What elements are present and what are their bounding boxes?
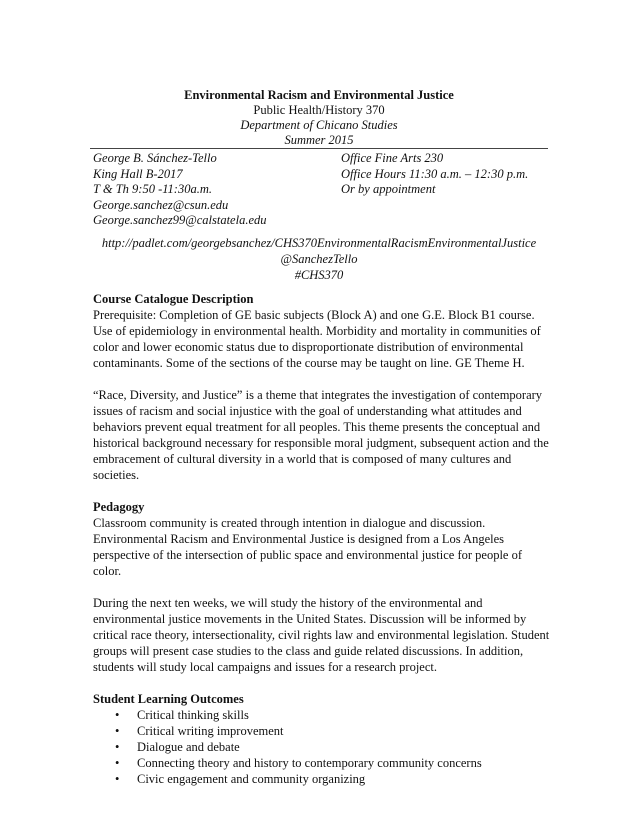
course-number: Public Health/History 370	[253, 103, 385, 117]
office-appointment: Or by appointment	[341, 182, 436, 197]
catalogue-paragraph-1: Prerequisite: Completion of GE basic subjects (Block A) and one G.E. Block B1 course. Use of epidemiology in environmental health. Morbidity and mortality in communities of color and lower economic status due to disproportionate distribution of environmental contaminants. Some of the sections of the course may be taught on line. GE Theme H.	[93, 308, 541, 370]
instructor-info	[93, 151, 267, 229]
course-term: Summer 2015	[284, 133, 354, 147]
pedagogy-heading: Pedagogy	[93, 500, 145, 514]
pedagogy-paragraph-2: During the next ten weeks, we will study the history of the environmental and environmental justice movements in the United States. Discussion will be informed by critical race theory, intersectionality, civil rights law and environmental legislation. Student groups will present case studies to the class and guide related discussions. In addition, students will study local campaigns and issues for a research project.	[93, 596, 550, 674]
header-divider	[90, 148, 548, 149]
syllabus-header	[0, 88, 638, 148]
list-item: • Critical thinking skills	[93, 707, 553, 723]
course-links	[0, 235, 638, 283]
twitter-handle: @SanchezTello	[280, 252, 358, 266]
spacer	[93, 675, 553, 691]
catalogue-paragraph-2: “Race, Diversity, and Justice” is a theme that integrates the investigation of contemporary issues of racism and social injustice with the goal of understanding what attitudes and behaviors prevent equal treatment for all peoples. This theme presents the conceptual and historical background necessary for responsible moral judgment, subsequent action and the embracement of cultural diversity in a world that is composed of many cultures and societies.	[93, 388, 549, 482]
office-info	[341, 151, 528, 198]
padlet-link: http://padlet.com/georgebsanchez/CHS370EnvironmentalRacismEnvironmentalJustice	[101, 236, 537, 250]
instructor-email-secondary: George.sanchez99@calstatela.edu	[93, 213, 267, 228]
office-hours: Office Hours 11:30 a.m. – 12:30 p.m.	[341, 166, 529, 181]
catalogue-heading: Course Catalogue Description	[93, 292, 254, 306]
list-item: • Dialogue and debate	[93, 739, 553, 755]
spacer	[93, 371, 553, 387]
list-item: • Civic engagement and community organizing	[93, 771, 553, 787]
instructor-name: George B. Sánchez-Tello	[93, 151, 217, 165]
department-name: Department of Chicano Studies	[240, 118, 398, 132]
outcomes-list	[93, 707, 553, 787]
course-title: Environmental Racism and Environmental Justice	[184, 88, 454, 102]
class-room: King Hall B-2017	[93, 166, 183, 181]
outcomes-heading: Student Learning Outcomes	[93, 692, 244, 706]
course-hashtag: #CHS370	[294, 268, 344, 282]
instructor-email-primary: George.sanchez@csun.edu	[93, 197, 229, 212]
syllabus-body	[93, 291, 553, 787]
list-item: • Critical writing improvement	[93, 723, 553, 739]
class-schedule: T & Th 9:50 -11:30a.m.	[93, 182, 212, 197]
office-location: Office Fine Arts 230	[341, 151, 444, 165]
spacer	[93, 579, 553, 595]
list-item: • Connecting theory and history to contemporary community concerns	[93, 755, 553, 771]
pedagogy-paragraph-1: Classroom community is created through intention in dialogue and discussion. Environmental Racism and Environmental Justice is designed from a Los Angeles perspective of the intersection of public space and environmental justice for people of color.	[93, 516, 523, 578]
spacer	[93, 483, 553, 499]
